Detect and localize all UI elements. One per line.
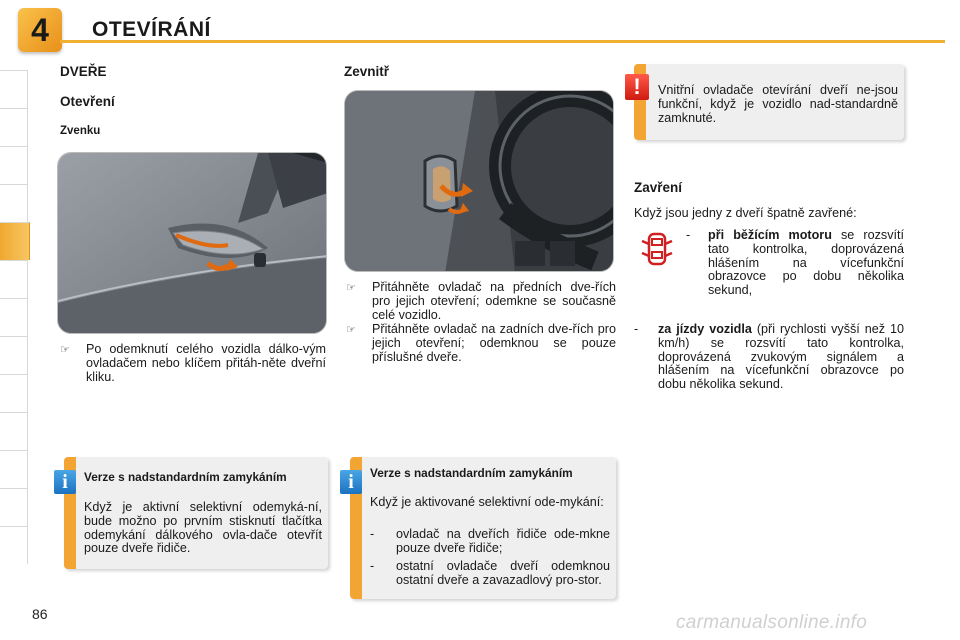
chapter-tab[interactable] [0,70,28,108]
exterior-opening-instruction [60,343,326,384]
interior-door-handle-photo [344,90,614,272]
chapter-tab[interactable] [0,450,28,488]
closing-item-text: (při rychlosti vyšší než 10 km/h) se rozsvítí tato kontrolka, doprovázená zvukovým signálem a hlášením na vícefunkční obrazovce po dobu několika sekund. [658,322,905,392]
info-box-title: Verze s nadstandardním zamykáním [84,470,287,484]
info-box-title: Verze s nadstandardním zamykáním [370,466,573,480]
closing-intro: Když jsou jedny z dveří špatně zavřené: [634,206,857,220]
chapter-tab[interactable] [0,108,28,146]
chapter-tab[interactable] [0,336,28,374]
chapter-tab[interactable] [0,526,28,564]
front-door-instruction [346,281,616,322]
exterior-door-handle-illustration [58,153,327,334]
section-heading-inside: Zevnitř [344,64,390,79]
info-icon: i [54,470,76,494]
closing-item-text: se rozsvítí tato kontrolka, doprovázená hlášením na vícefunkční obrazovce po dobu několika sekund, [708,228,905,298]
info-box-body: Když je aktivní selektivní odemyká-ní, bude možno po prvním stisknutí tlačítka odemykání dálkového ovla-dače otevřít pouze dveře řidiče. [84,500,322,556]
chapter-tab[interactable] [0,184,28,222]
bullet-text: Přitáhněte ovladač na předních dve-řích pro jejich otevření; odemkne se současně celé vozidlo. [372,280,616,322]
section-heading-closing: Zavření [634,180,683,195]
chapter-number: 4 [18,8,62,52]
info-box-item: - ostatní ovladače dveří odemknou ostatní dveře a zavazadlový pro-stor. [370,559,610,587]
chapter-tab[interactable] [0,260,28,298]
info-icon: i [340,470,362,494]
chapter-tab-active[interactable] [0,222,30,260]
info-box-deadlocking-middle [350,457,616,599]
chapter-tab[interactable] [0,298,28,336]
door-open-warning-lamp-icon [640,232,674,266]
closing-item-driving: - za jízdy vozidla (při rychlosti vyšší než 10 km/h) se rozsvítí tato kontrolka, doprovázená zvukovým signálem a hlášením na vícefunkční obrazovce po dobu několika sekund. [634,322,905,392]
pointing-hand-icon: ☞ [60,344,70,356]
info-box-item-text: ostatní ovladače dveří odemknou ostatní dveře a zavazadlový pro-stor. [396,559,610,587]
closing-item-bold: za jízdy vozidla [658,322,752,336]
info-box-item-text: ovladač na dveřích řidiče ode-mkne pouze dveře řidiče; [396,527,610,555]
pointing-hand-icon: ☞ [346,282,356,294]
chapter-tabs [0,70,30,564]
subsection-heading-opening: Otevření [60,94,115,109]
rear-door-instruction [346,323,616,364]
chapter-tab[interactable] [0,412,28,450]
exterior-door-handle-photo [57,152,327,334]
page-title: OTEVÍRÁNÍ [92,18,211,41]
section-heading-doors: DVEŘE [60,64,107,79]
interior-door-handle-illustration [345,91,614,272]
closing-item-bold: při běžícím motoru [708,228,832,242]
watermark: carmanualsonline.info [676,612,868,633]
subsubsection-heading-outside: Zvenku [60,125,101,137]
info-box-deadlocking-left [64,457,328,569]
chapter-tab[interactable] [0,374,28,412]
warning-icon: ! [625,74,649,100]
bullet-text: Po odemknutí celého vozidla dálko-vým ovladačem nebo klíčem přitáh-něte dveřní kliku. [86,342,326,384]
info-box-intro: Když je aktivované selektivní ode-mykání: [370,495,604,509]
info-box-item: - ovladač na dveřích řidiče ode-mkne pouze dveře řidiče; [370,527,610,555]
closing-item-engine-running: - při běžícím motoru se rozsvítí tato kontrolka, doprovázená hlášením na vícefunkční obrazovce po dobu několika sekund, [686,228,905,298]
chapter-tab[interactable] [0,488,28,526]
chapter-tab[interactable] [0,146,28,184]
bullet-text: Přitáhněte ovladač na zadních dve-řích pro jejich otevření; odemknou se pouze příslušné dveře. [372,322,616,364]
page-number: 86 [32,606,48,622]
warning-box [634,64,904,140]
pointing-hand-icon: ☞ [346,324,356,336]
warning-text: Vnitřní ovladače otevírání dveří ne-jsou funkční, když je vozidlo nad-standardně zamknuté. [658,83,898,125]
